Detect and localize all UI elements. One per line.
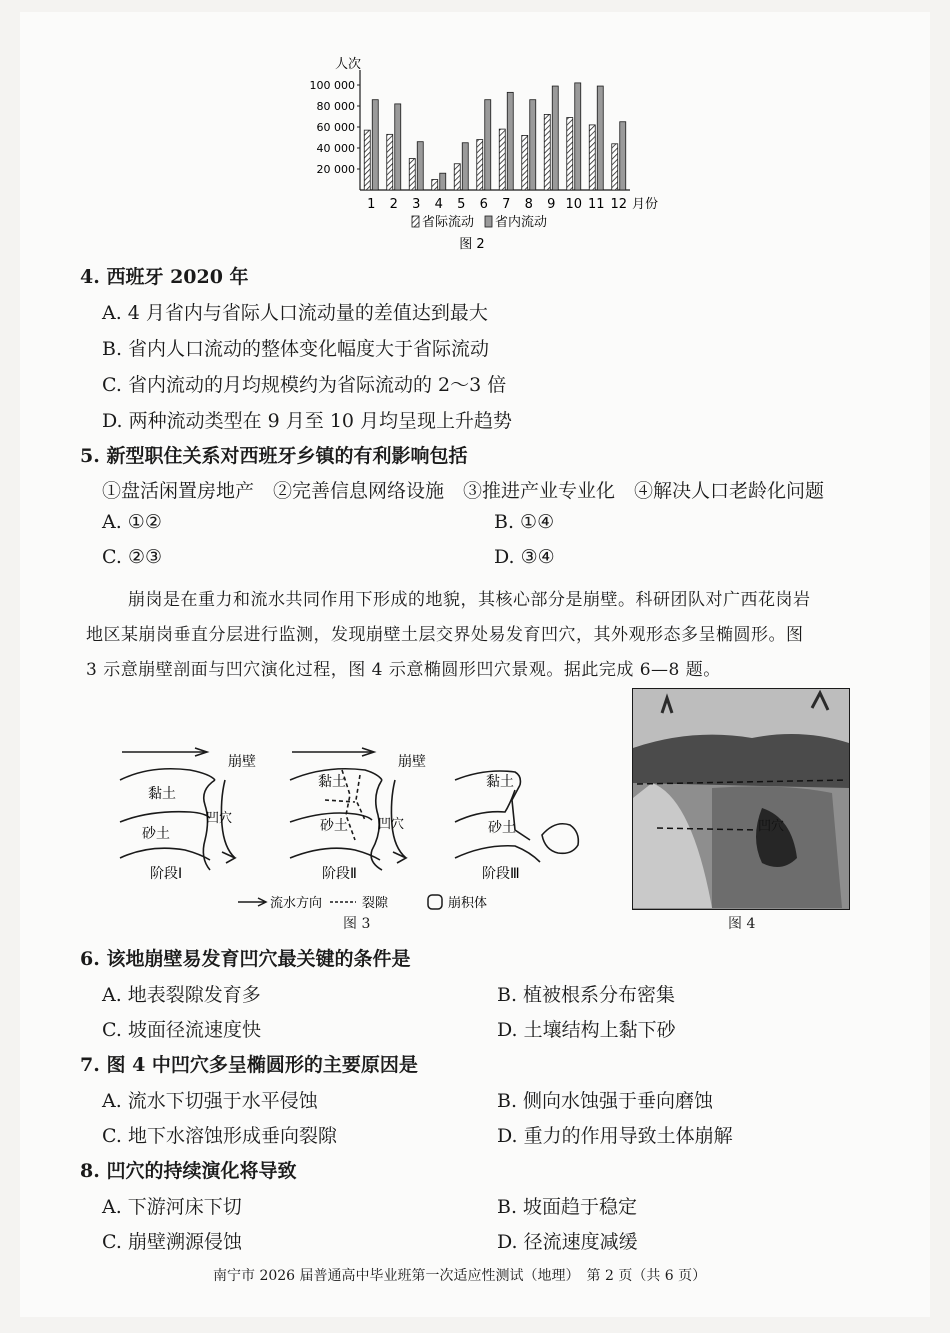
x-tick-label: 3 (412, 197, 421, 212)
x-tick-label: 6 (479, 197, 488, 212)
figure-2-caption: 图 2 (459, 237, 485, 252)
photo-cave-label: 凹穴 (758, 819, 785, 834)
bar-intraprovincial-2 (395, 104, 401, 190)
bar-intraprovincial-3 (417, 142, 423, 190)
collapse-wall-diagram (110, 740, 620, 920)
question-5-option-a[interactable]: A. ①② (102, 511, 162, 533)
question-4-option-d[interactable]: D. 两种流动类型在 9 月至 10 月均呈现上升趋势 (102, 410, 513, 432)
question-5-option-b[interactable]: B. ①④ (494, 511, 555, 533)
question-8-option-a[interactable]: A. 下游河床下切 (102, 1196, 242, 1218)
bar-intraprovincial-11 (597, 86, 603, 190)
bar-interprovincial-7 (499, 129, 505, 190)
stage2-sand-label: 砂土 (320, 818, 348, 834)
question-5-option-d[interactable]: D. ③④ (494, 546, 555, 568)
bar-intraprovincial-10 (575, 83, 581, 190)
question-5-items: ①盘活闲置房地产 ②完善信息网络设施 ③推进产业专业化 ④解决人口老龄化问题 (102, 480, 825, 502)
question-8-option-d[interactable]: D. 径流速度减缓 (497, 1231, 638, 1253)
y-tick-label: 40 000 (316, 142, 355, 155)
question-7-stem: 7. 图 4 中凹穴多呈椭圆形的主要原因是 (80, 1054, 418, 1076)
x-tick-label: 8 (524, 197, 533, 212)
bar-intraprovincial-4 (440, 173, 446, 190)
stage1-wall-label: 崩壁 (228, 754, 256, 770)
question-7-option-b[interactable]: B. 侧向水蚀强于垂向磨蚀 (497, 1090, 714, 1112)
stage1-caption: 阶段Ⅰ (150, 866, 183, 882)
legend-gray-swatch (485, 216, 492, 227)
question-7-option-a[interactable]: A. 流水下切强于水平侵蚀 (102, 1090, 318, 1112)
legend-debris-label: 崩积体 (448, 896, 488, 911)
question-7-option-c[interactable]: C. 地下水溶蚀形成垂向裂隙 (102, 1125, 337, 1147)
question-6-option-d[interactable]: D. 土壤结构上黏下砂 (497, 1019, 676, 1041)
legend-crack-label: 裂隙 (362, 896, 389, 911)
question-4-option-c[interactable]: C. 省内流动的月均规模约为省际流动的 2～3 倍 (102, 374, 507, 396)
stage2-wall-label: 崩壁 (398, 754, 426, 770)
question-6-option-c[interactable]: C. 坡面径流速度快 (102, 1019, 261, 1041)
bar-interprovincial-11 (589, 125, 595, 190)
bar-interprovincial-5 (454, 164, 460, 190)
page-footer: 南宁市 2026 届普通高中毕业班第一次适应性测试（地理） 第 2 页（共 6 页） (213, 1268, 707, 1284)
bar-interprovincial-1 (364, 130, 370, 190)
bar-interprovincial-2 (387, 134, 393, 190)
x-tick-label: 4 (434, 197, 443, 212)
y-tick-label: 20 000 (316, 163, 355, 176)
figure-4-caption: 图 4 (728, 916, 756, 932)
population-flow-chart (290, 45, 670, 260)
stage1-cave-label: 凹穴 (206, 811, 233, 826)
y-tick-label: 60 000 (316, 121, 355, 134)
stage2-caption: 阶段Ⅱ (322, 866, 357, 882)
stage2-clay-label: 黏土 (318, 774, 346, 790)
bar-interprovincial-9 (544, 114, 550, 190)
bar-interprovincial-8 (522, 135, 528, 190)
question-6-option-a[interactable]: A. 地表裂隙发育多 (102, 984, 261, 1006)
bar-intraprovincial-7 (507, 92, 513, 190)
bar-interprovincial-12 (612, 144, 618, 190)
cave-landscape-photo (632, 688, 850, 910)
question-6-option-b[interactable]: B. 植被根系分布密集 (497, 984, 676, 1006)
stage1-sand-label: 砂土 (142, 826, 170, 842)
passage-line-1: 崩岗是在重力和流水共同作用下形成的地貌，其核心部分是崩壁。科研团队对广西花岗岩 (128, 590, 811, 610)
x-tick-label: 9 (547, 197, 556, 212)
question-4-option-b[interactable]: B. 省内人口流动的整体变化幅度大于省际流动 (102, 338, 490, 360)
question-7-option-d[interactable]: D. 重力的作用导致土体崩解 (497, 1125, 733, 1147)
question-4-option-a[interactable]: A. 4 月省内与省际人口流动量的差值达到最大 (102, 302, 488, 324)
bar-interprovincial-10 (567, 118, 573, 190)
y-axis-label: 人次 (334, 57, 362, 72)
question-6-stem: 6. 该地崩壁易发育凹穴最关键的条件是 (80, 948, 411, 970)
stage3-sand-label: 砂土 (488, 820, 516, 836)
bar-intraprovincial-12 (620, 122, 626, 190)
question-4-stem: 4. 西班牙 2020 年 (80, 266, 249, 288)
bar-intraprovincial-1 (372, 100, 378, 190)
legend-intraprovincial-label: 省内流动 (495, 215, 548, 230)
passage-line-2: 地区某崩岗垂直分层进行监测，发现崩壁土层交界处易发育凹穴，其外观形态多呈椭圆形。图 (86, 625, 804, 645)
stage1-clay-label: 黏土 (148, 786, 176, 802)
bar-intraprovincial-9 (552, 86, 558, 190)
stage2-cave-label: 凹穴 (378, 817, 405, 832)
stage3-clay-label: 黏土 (486, 774, 514, 790)
question-8-option-b[interactable]: B. 坡面趋于稳定 (497, 1196, 638, 1218)
x-tick-label: 12 (610, 197, 628, 212)
bar-interprovincial-4 (432, 180, 438, 191)
legend-hatched-swatch (412, 216, 419, 227)
legend-interprovincial-label: 省际流动 (422, 215, 475, 230)
question-5-stem: 5. 新型职住关系对西班牙乡镇的有利影响包括 (80, 445, 468, 467)
bar-intraprovincial-6 (485, 100, 491, 190)
x-tick-label: 11 (587, 197, 605, 212)
question-8-option-c[interactable]: C. 崩壁溯源侵蚀 (102, 1231, 242, 1253)
bar-interprovincial-6 (477, 140, 483, 190)
bar-intraprovincial-8 (530, 100, 536, 190)
stage3-caption: 阶段Ⅲ (482, 866, 520, 882)
y-tick-label: 80 000 (316, 100, 355, 113)
question-5-option-c[interactable]: C. ②③ (102, 546, 163, 568)
legend-flow-label: 流水方向 (270, 896, 323, 911)
x-axis-label: 月份 (632, 197, 659, 212)
passage-line-3: 3 示意崩壁剖面与凹穴演化过程，图 4 示意椭圆形凹穴景观。据此完成 6—8 题。 (86, 660, 721, 680)
x-tick-label: 5 (457, 197, 466, 212)
x-tick-label: 2 (389, 197, 398, 212)
bar-intraprovincial-5 (462, 143, 468, 190)
x-tick-label: 1 (367, 197, 376, 212)
question-8-stem: 8. 凹穴的持续演化将导致 (80, 1160, 297, 1182)
figure-3-caption: 图 3 (343, 916, 371, 932)
x-tick-label: 7 (502, 197, 511, 212)
x-tick-label: 10 (565, 197, 583, 212)
bar-interprovincial-3 (409, 159, 415, 191)
y-tick-label: 100 000 (309, 79, 355, 92)
